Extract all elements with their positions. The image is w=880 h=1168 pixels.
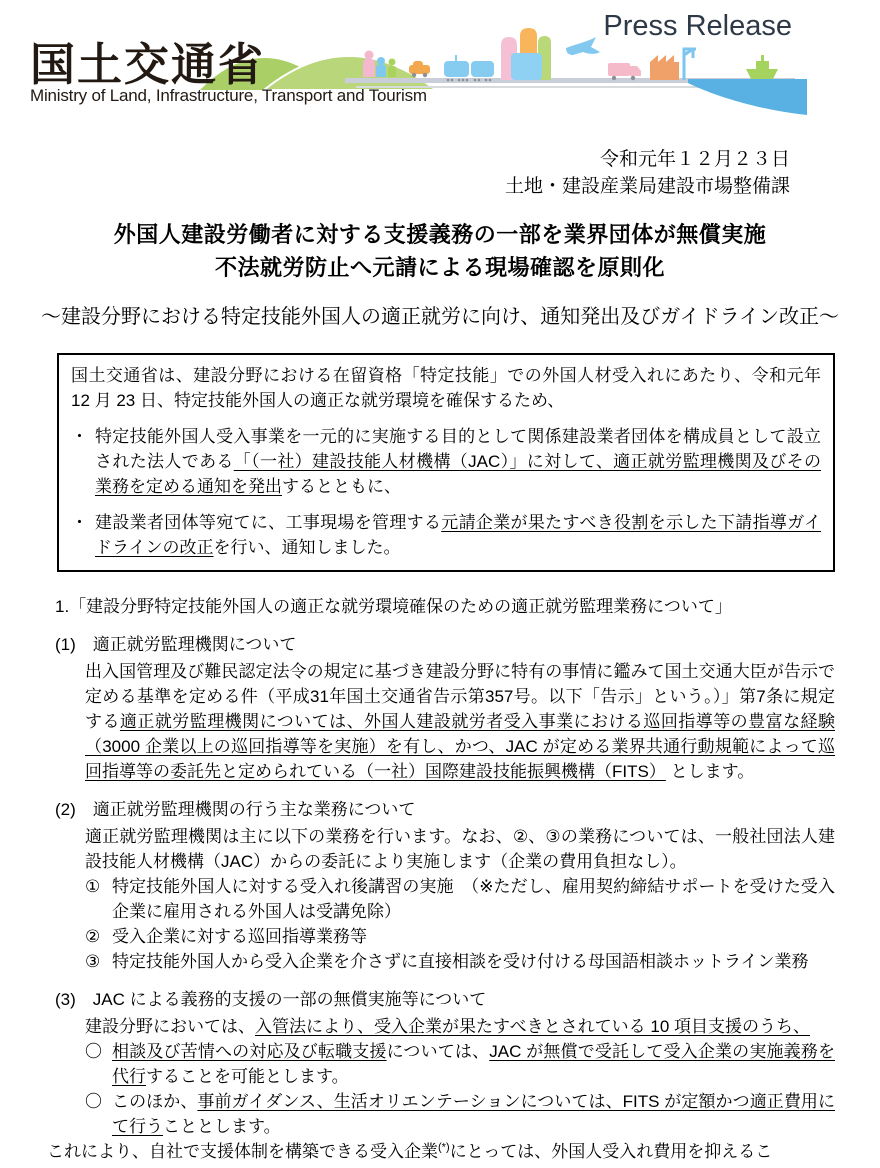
car-icon — [409, 61, 430, 77]
mlit-logo-text: 国土交通省 — [30, 39, 266, 90]
bullet-marker: ・ — [71, 427, 88, 446]
numbered-item-3-text: 特定技能外国人から受入企業を介さずに直接相談を受け付ける母国語相談ホットライン業務 — [112, 952, 809, 971]
numbered-item-1-text: 特定技能外国人に対する受入れ後講習の実施 （※ただし、雇用契約締結サポートを受けた受入企業に雇用される外国人は受講免除） — [112, 877, 835, 921]
header — [0, 0, 880, 126]
summary-intro: 国土交通省は、建設分野における在留資格「特定技能」での外国人材受入れにあたり、令和元年 12 月 23 日、特定技能外国人の適正な就労環境を確保するため、 — [71, 366, 821, 410]
section-1-heading: 1.「建設分野特定技能外国人の適正な就労環境確保のための適正就労監理業務について」 — [55, 597, 732, 616]
numbered-item-2 — [85, 924, 835, 949]
issuing-department: 土地・建設産業局建設市場整備課 — [504, 176, 790, 197]
circle-item-2-text: このほか、事前ガイダンス、生活オリエンテーションについては、FITS が定額かつ適正費用にて行うこととします。 — [112, 1092, 836, 1136]
title-line-2: 不法就労防止へ元請による現場確認を原則化 — [214, 255, 665, 280]
summary-box — [57, 353, 835, 572]
numbered-item-3 — [85, 949, 835, 974]
summary-bullet-1-text: 特定技能外国人受入事業を一元的に実施する目的として関係建設業者団体を構成員として設立された法人である「（一社）建設技能人材機構（JAC）」に対して、適正就労監理機関及びその業務を定める通知を発出するとともに、 — [95, 427, 821, 496]
factory-icon — [650, 55, 679, 80]
water-graphic — [688, 79, 807, 115]
subsection-3-heading: (3) JAC による義務的支援の一部の無償実施等について — [55, 990, 487, 1009]
subsection-1-heading: (1) 適正就労監理機関について — [55, 635, 297, 654]
bullet-marker: ・ — [71, 513, 88, 532]
subsection-3-intro: 建設分野においては、入管法により、受入企業が果たすべきとされている 10 項目支援のうち、 — [85, 1017, 811, 1036]
item-marker: ② — [85, 927, 101, 946]
train-icon — [444, 55, 494, 81]
subsection-2-heading: (2) 適正就労監理機関の行う主な業務について — [55, 800, 416, 819]
item-marker: 〇 — [85, 1092, 102, 1111]
ship-icon — [746, 55, 778, 79]
document-meta — [0, 146, 880, 200]
item-marker: 〇 — [85, 1042, 102, 1061]
summary-bullet-1 — [71, 424, 821, 499]
circle-item-1 — [85, 1039, 835, 1089]
summary-bullet-2 — [71, 510, 821, 560]
closing-paragraph: これにより、自社で支援体制を構築できる受入企業(*)にとっては、外国人受入れ費用を抑えるこ — [47, 1141, 773, 1161]
item-marker: ① — [85, 877, 101, 896]
document-subtitle: ～建設分野における特定技能外国人の適正就労に向け、通知発出及びガイドライン改正～ — [41, 306, 839, 328]
buildings-graphic — [501, 28, 551, 80]
title-line-1: 外国人建設労働者に対する支援義務の一部を業界団体が無償実施 — [113, 222, 767, 247]
circle-item-1-text: 相談及び苦情への対応及び転職支援については、JAC が無償で受託して受入企業の実施義務を代行することを可能とします。 — [112, 1042, 835, 1086]
people-icons — [363, 51, 396, 78]
subsection-2-intro: 適正就労監理機関は主に以下の業務を行います。なお、②、③の業務については、一般社団法人建設技能人材機構（JAC）からの委託により実施します（企業の費用負担なし）。 — [85, 827, 835, 871]
airplane-icon — [566, 37, 600, 55]
numbered-item-2-text: 受入企業に対する巡回指導業務等 — [112, 927, 367, 946]
ministry-name-en: Ministry of Land, Infrastructure, Transport and Tourism — [30, 86, 427, 105]
numbered-item-1 — [85, 874, 835, 924]
main-content — [0, 594, 880, 1164]
subsection-1-body: 出入国管理及び難民認定法令の規定に基づき建設分野に特有の事情に鑑みて国土交通大臣が告示で定める基準を定める件（平成31年国土交通省告示第357号。以下「告示」という。）」第7条に規定する適正就労監理機関については、外国人建設就労者受入事業における巡回指導等の豊富な経験（3000 企業以上の巡回指導等を実施）を有し、かつ、JAC が定める業界共通行動規範によって巡回指導等の委託先と定められている（一社）国際建設技能振興機構（FITS） とします。 — [85, 662, 835, 781]
document-title — [0, 218, 880, 284]
press-release-label: Press Release — [603, 10, 792, 42]
circle-item-2 — [85, 1089, 835, 1139]
truck-icon — [608, 63, 641, 80]
summary-bullet-2-text: 建設業者団体等宛てに、工事現場を管理する元請企業が果たすべき役割を示した下請指導ガイドラインの改正を行い、通知しました。 — [95, 513, 821, 557]
item-marker: ③ — [85, 952, 101, 971]
release-date: 令和元年１２月２３日 — [599, 149, 790, 170]
crane-icon — [684, 49, 696, 80]
